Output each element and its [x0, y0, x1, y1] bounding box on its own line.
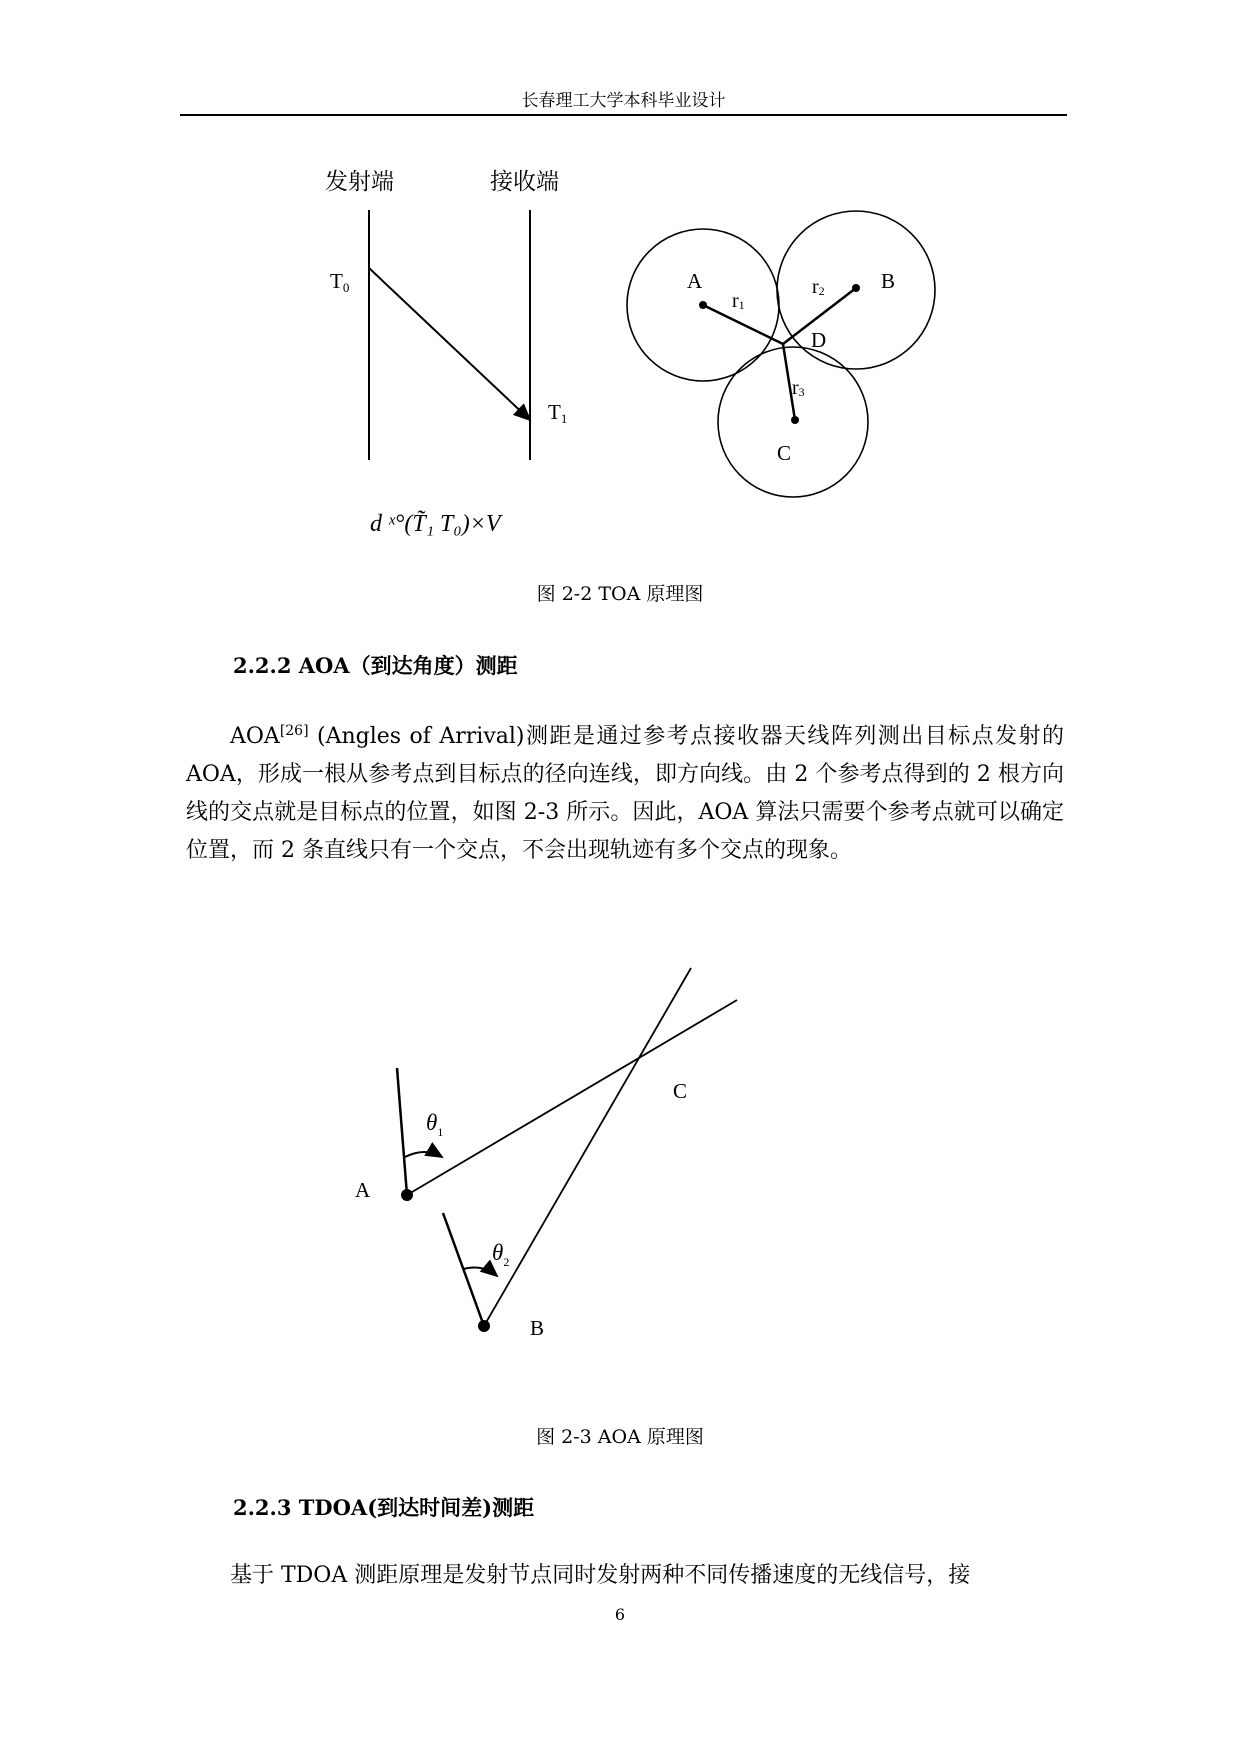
figure-caption-aoa: 图 2-3 AOA 原理图 [536, 1426, 704, 1448]
toa-circles-diagram [627, 211, 935, 497]
reference-line-a [397, 1068, 407, 1195]
para-text-pre: AOA [230, 724, 280, 749]
label-c: C [777, 441, 792, 465]
receiver-label: 接收端 [490, 169, 559, 194]
label-r3: r3 [792, 377, 805, 399]
label-r1: r1 [732, 290, 745, 312]
label-c: C [673, 1079, 688, 1103]
figure-caption-toa: 图 2-2 TOA 原理图 [536, 583, 704, 605]
para-text: 基于 TDOA 测距原理是发射节点同时发射两种不同传播速度的无线信号，接 [230, 1563, 971, 1588]
label-a: A [687, 269, 703, 293]
theta2-arc [463, 1268, 497, 1276]
aoa-diagram [355, 968, 737, 1340]
label-b: B [881, 269, 896, 293]
section-title-222: 2.2.2 AOA（到达角度）测距 [233, 653, 518, 678]
point-c [791, 416, 799, 424]
point-a [401, 1189, 413, 1201]
t1-label: T1 [548, 400, 568, 426]
label-d: D [811, 328, 827, 352]
theta1-label: $\theta_1$ [426, 1110, 444, 1139]
point-b [478, 1320, 490, 1332]
sender-label: 发射端 [325, 169, 394, 194]
direction-line-a [407, 1000, 737, 1195]
point-b [852, 284, 860, 292]
paragraph-tdoa [186, 1557, 1064, 1595]
toa-timing-diagram [325, 169, 567, 537]
theta2-label: $\theta_2$ [492, 1240, 510, 1269]
citation: [26] [279, 723, 309, 739]
page-number: 6 [614, 1605, 626, 1624]
toa-formula: d ˣ°(T̃₁ T₀)×V [370, 511, 501, 537]
theta1-arc [405, 1152, 442, 1157]
point-a [699, 301, 707, 309]
para-text-post: (Angles of Arrival)测距是通过参考点接收器天线阵列测出目标点发射的 AOA，形成一根从参考点到目标点的径向连线，即方向线。由 2 个参考点得到的 2 根方向线的交点就是目标点的位置，如图 2-3 所示。因此，AOA 算法只需要个参考点就可以确定位置，而 2 条直线只有一个交点，不会出现轨迹有多个交点的现象。 [186, 724, 1064, 863]
paragraph-aoa [186, 718, 1064, 870]
label-r2: r2 [812, 276, 825, 298]
label-b: B [530, 1316, 545, 1340]
direction-line-b [484, 968, 691, 1326]
signal-arrow [369, 268, 530, 420]
label-a: A [355, 1178, 371, 1202]
running-header: 长春理工大学本科毕业设计 [521, 91, 726, 111]
section-title-223: 2.2.3 TDOA(到达时间差)测距 [233, 1495, 535, 1520]
t0-label: T0 [330, 269, 350, 295]
